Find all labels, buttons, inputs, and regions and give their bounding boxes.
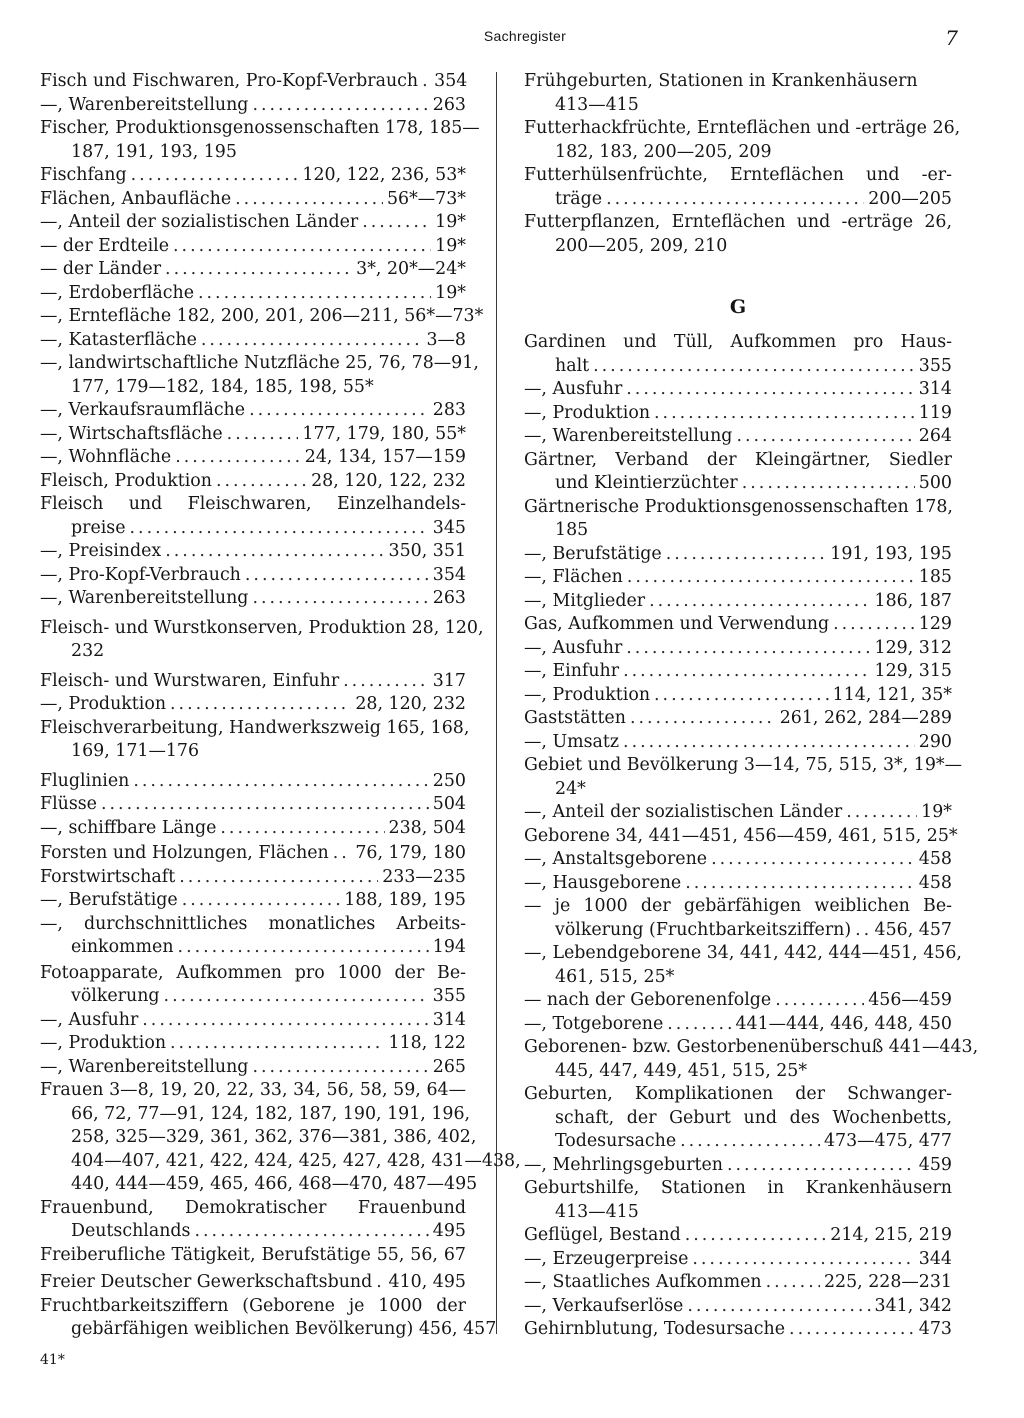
index-entry: Gaststätten ..... 261, 262, 284—289 bbox=[524, 707, 952, 731]
index-entry-continuation: 445, 447, 449, 451, 515, 25* bbox=[555, 1060, 808, 1081]
index-entry: —, Berufstätige ..... 188, 189, 195 bbox=[40, 889, 466, 913]
index-entry-continuation: 24* bbox=[555, 778, 586, 799]
index-entry: —, Erntefläche 182, 200, 201, 206—211, 56*—73* bbox=[40, 306, 484, 326]
index-entry: Fleisch- und Wurstkonserven, Produktion 28, 120, bbox=[40, 617, 484, 638]
index-entry: Frauen 3—8, 19, 20, 22, 33, 34, 56, 58, 59, 64— bbox=[40, 1080, 466, 1100]
index-entry: —, Ausfuhr ..... 129, 312 bbox=[524, 637, 952, 661]
index-column-left bbox=[40, 70, 521, 1342]
index-entry: —, landwirtschaftliche Nutzfläche 25, 76, 78—91, bbox=[40, 353, 479, 373]
index-entry: Fischer, Produktionsgenossenschaften 178, 185— bbox=[40, 118, 480, 138]
index-entry: —, Produktion ..... 118, 122 bbox=[40, 1032, 466, 1056]
index-entry: Flächen, Anbaufläche ..... 56*—73* bbox=[40, 188, 466, 212]
index-entry: —, Mehrlingsgeburten ..... 459 bbox=[524, 1154, 952, 1178]
index-entry: —, Preisindex ..... 350, 351 bbox=[40, 540, 466, 564]
index-entry: —, Anteil der sozialistischen Länder ..... 19* bbox=[40, 211, 466, 235]
index-entry: —, Anteil der sozialistischen Länder ..... 19* bbox=[524, 801, 952, 825]
index-entry: Freier Deutscher Gewerkschaftsbund ..... 410, 495 bbox=[40, 1271, 466, 1295]
index-entry: —, Warenbereitstellung ..... 264 bbox=[524, 425, 952, 449]
index-entry: —, Warenbereitstellung ..... 265 bbox=[40, 1056, 466, 1080]
index-entry-continuation: 404—407, 421, 422, 424, 425, 427, 428, 431—438, bbox=[71, 1150, 521, 1171]
index-entry-continuation: schaft, der Geburt und des Wochenbetts, bbox=[555, 1107, 952, 1128]
index-entry-continuation: 413—415 bbox=[555, 94, 639, 115]
index-entry: Geflügel, Bestand ..... 214, 215, 219 bbox=[524, 1224, 952, 1248]
index-entry: Fotoapparate, Aufkommen pro 1000 der Be- bbox=[40, 962, 466, 983]
index-entry: —, Pro-Kopf-Verbrauch ..... 354 bbox=[40, 564, 466, 588]
index-entry: Fluglinien ..... 250 bbox=[40, 770, 466, 794]
index-entry-continuation: preise ..... 345 bbox=[40, 517, 466, 541]
index-entry-continuation: völkerung ..... 355 bbox=[40, 985, 466, 1009]
index-entry-continuation: träge ..... 200—205 bbox=[524, 188, 952, 212]
index-entry: —, Staatliches Aufkommen ..... 225, 228—231 bbox=[524, 1271, 952, 1295]
index-entry: Fisch und Fischwaren, Pro-Kopf-Verbrauch ..... 354 bbox=[40, 70, 466, 94]
index-column-right bbox=[524, 70, 979, 1342]
index-entry: Futterhülsenfrüchte, Ernteflächen und -er- bbox=[524, 165, 952, 185]
index-entry-continuation: 232 bbox=[71, 641, 105, 661]
index-entry: Gas, Aufkommen und Verwendung ..... 129 bbox=[524, 613, 952, 637]
index-entry-continuation: Todesursache ..... 473—475, 477 bbox=[524, 1130, 952, 1154]
index-entry: —, Berufstätige ..... 191, 193, 195 bbox=[524, 543, 952, 567]
index-entry: Fleisch, Produktion ..... 28, 120, 122, 232 bbox=[40, 470, 466, 494]
index-entry: —, Ausfuhr ..... 314 bbox=[40, 1009, 466, 1033]
column-divider bbox=[496, 72, 497, 1334]
index-entry-continuation: gebärfähigen weiblichen Bevölkerung) 456, 457 bbox=[71, 1319, 497, 1339]
index-entry: —, Wohnfläche ..... 24, 134, 157—159 bbox=[40, 446, 466, 470]
index-entry: Futterpflanzen, Ernteflächen und -erträge 26, bbox=[524, 212, 952, 232]
index-entry: —, Produktion ..... 119 bbox=[524, 402, 952, 426]
page-header bbox=[0, 28, 1024, 50]
index-entry: Fleisch und Fleischwaren, Einzelhandels- bbox=[40, 494, 466, 514]
index-entry-continuation: Deutschlands ..... 495 bbox=[40, 1220, 466, 1244]
index-entry: Gardinen und Tüll, Aufkommen pro Haus- bbox=[524, 332, 952, 352]
index-entry-continuation: 187, 191, 193, 195 bbox=[71, 141, 237, 162]
index-entry: —, Verkaufserlöse ..... 341, 342 bbox=[524, 1295, 952, 1319]
index-entry: —, Lebendgeborene 34, 441, 442, 444—451, 456, bbox=[524, 943, 962, 963]
index-entry: — nach der Geborenenfolge ..... 456—459 bbox=[524, 989, 952, 1013]
index-entry: Geburten, Komplikationen der Schwanger- bbox=[524, 1084, 952, 1104]
index-entry-continuation: 258, 325—329, 361, 362, 376—381, 386, 402, bbox=[71, 1127, 477, 1147]
running-head: Sachregister bbox=[483, 28, 567, 44]
index-entry: —, Erdoberfläche ..... 19* bbox=[40, 282, 466, 306]
index-entry-continuation: halt ..... 355 bbox=[524, 355, 952, 379]
index-entry-continuation: und Kleintierzüchter ..... 500 bbox=[524, 472, 952, 496]
page-number: 7 bbox=[945, 26, 958, 50]
index-entry-continuation: völkerung (Fruchtbarkeitsziffern) ..... 456, 457 bbox=[524, 919, 952, 943]
index-entry: Forsten und Holzungen, Flächen ..... 76, 179, 180 bbox=[40, 842, 466, 866]
index-entry: —, Erzeugerpreise ..... 344 bbox=[524, 1248, 952, 1272]
index-entry-continuation: 182, 183, 200—205, 209 bbox=[555, 141, 772, 162]
index-entry: —, schiffbare Länge ..... 238, 504 bbox=[40, 817, 466, 841]
index-entry: Frühgeburten, Stationen in Krankenhäusern bbox=[524, 71, 918, 91]
index-entry-continuation: 440, 444—459, 465, 466, 468—470, 487—495 bbox=[71, 1174, 478, 1194]
index-entry: —, Anstaltsgeborene ..... 458 bbox=[524, 848, 952, 872]
index-entry: Fleisch- und Wurstwaren, Einfuhr ..... 317 bbox=[40, 670, 466, 694]
index-entry-continuation: 200—205, 209, 210 bbox=[555, 235, 728, 256]
section-letter-heading: G bbox=[729, 296, 747, 318]
index-entry: —, Umsatz ..... 290 bbox=[524, 731, 952, 755]
index-entry: —, Warenbereitstellung ..... 263 bbox=[40, 587, 466, 611]
index-entry: —, Mitglieder ..... 186, 187 bbox=[524, 590, 952, 614]
index-entry: —, Einfuhr ..... 129, 315 bbox=[524, 660, 952, 684]
index-entry: —, Warenbereitstellung ..... 263 bbox=[40, 94, 466, 118]
index-entry: Fruchtbarkeitsziffern (Geborene je 1000 der bbox=[40, 1295, 466, 1316]
index-entry: Geborene 34, 441—451, 456—459, 461, 515, 25* bbox=[524, 825, 958, 846]
index-entry: —, Totgeborene ..... 441—444, 446, 448, 450 bbox=[524, 1013, 952, 1037]
index-entry: Fleischverarbeitung, Handwerkszweig 165, 168, bbox=[40, 717, 470, 738]
index-entry: Flüsse ..... 504 bbox=[40, 793, 466, 817]
index-entry: —, Verkaufsraumfläche ..... 283 bbox=[40, 399, 466, 423]
index-entry: —, Produktion ..... 28, 120, 232 bbox=[40, 693, 466, 717]
index-entry-continuation: 66, 72, 77—91, 124, 182, 187, 190, 191, 196, bbox=[71, 1103, 471, 1124]
index-entry-continuation: 177, 179—182, 184, 185, 198, 55* bbox=[71, 376, 374, 397]
index-entry: Gebiet und Bevölkerung 3—14, 75, 515, 3*, 19*— bbox=[524, 755, 962, 775]
index-entry: Geburtshilfe, Stationen in Krankenhäusern bbox=[524, 1178, 952, 1198]
index-entry-continuation: 169, 171—176 bbox=[71, 741, 200, 761]
index-entry-continuation: 461, 515, 25* bbox=[555, 966, 675, 987]
index-entry: —, Wirtschaftsfläche ..... 177, 179, 180, 55* bbox=[40, 423, 466, 447]
index-entry: —, Ausfuhr ..... 314 bbox=[524, 378, 952, 402]
index-entry: —, Katasterfläche ..... 3—8 bbox=[40, 329, 466, 353]
index-entry: — der Erdteile ..... 19* bbox=[40, 235, 466, 259]
index-entry: Frauenbund, Demokratischer Frauenbund bbox=[40, 1197, 466, 1218]
index-entry: Gehirnblutung, Todesursache ..... 473 bbox=[524, 1318, 952, 1342]
index-entry: Forstwirtschaft ..... 233—235 bbox=[40, 866, 466, 890]
index-entry: Geborenen- bzw. Gestorbenenüberschuß 441—443, bbox=[524, 1037, 979, 1057]
index-entry: — der Länder ..... 3*, 20*—24* bbox=[40, 258, 466, 282]
index-entry-continuation: einkommen ..... 194 bbox=[40, 936, 466, 960]
printer-signature: 41* bbox=[40, 1352, 65, 1368]
index-entry: Freiberufliche Tätigkeit, Berufstätige 55, 56, 67 bbox=[40, 1244, 466, 1265]
index-entry-continuation: 185 bbox=[555, 520, 589, 540]
index-entry: —, Hausgeborene ..... 458 bbox=[524, 872, 952, 896]
index-entry: Futterhackfrüchte, Ernteflächen und -erträge 26, bbox=[524, 118, 961, 138]
index-entry-continuation: 413—415 bbox=[555, 1201, 639, 1222]
index-entry: —, durchschnittliches monatliches Arbeits- bbox=[40, 913, 466, 934]
index-entry: —, Produktion ..... 114, 121, 35* bbox=[524, 684, 952, 708]
index-entry: Gärtnerische Produktionsgenossenschaften 178, bbox=[524, 496, 953, 517]
index-entry: Fischfang ..... 120, 122, 236, 53* bbox=[40, 164, 466, 188]
index-entry: Gärtner, Verband der Kleingärtner, Siedler bbox=[524, 449, 952, 470]
index-entry: —, Flächen ..... 185 bbox=[524, 566, 952, 590]
index-entry: — je 1000 der gebärfähigen weiblichen Be- bbox=[524, 896, 952, 916]
